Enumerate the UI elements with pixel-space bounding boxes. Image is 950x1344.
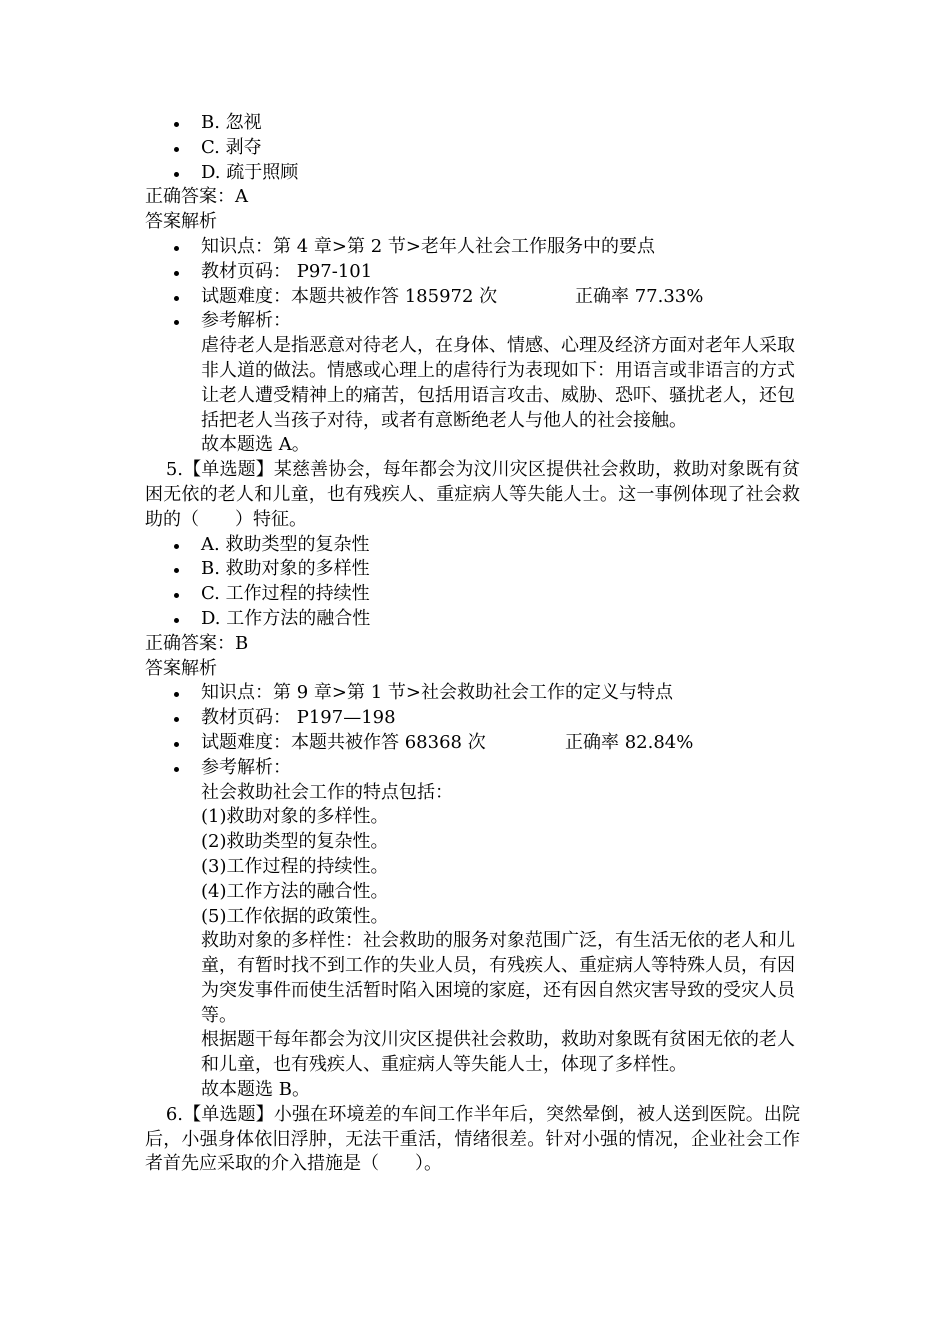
correct-answer: 正确答案：A bbox=[145, 186, 248, 208]
accuracy-rate: 正确率 77.33% bbox=[575, 285, 704, 307]
difficulty-text: 试题难度：本题共被作答 68368 次 bbox=[201, 731, 486, 753]
accuracy-rate: 正确率 82.84% bbox=[565, 731, 694, 753]
option-item: A. 救助类型的复杂性 bbox=[145, 533, 805, 558]
reference-detail: 根据题干每年都会为汶川灾区提供社会救助，救助对象既有贫困无依的老人和儿童，也有残疾人、重症病人等失能人士，体现了多样性。 bbox=[201, 1029, 795, 1076]
reference-text: 虐待老人是指恶意对待老人，在身体、情感、心理及经济方面对老年人采取非人道的做法。情感或心理上的虐待行为表现如下：用语言或非语言的方式让老人遭受精神上的痛苦，包括用语言攻击、威胁、恐吓、骚扰老人，还包括把老人当孩子对待，或者有意断绝老人与他人的社会接触。 bbox=[201, 335, 795, 431]
reference-detail: 救助对象的多样性：社会救助的服务对象范围广泛，有生活无依的老人和儿童，有暂时找不到工作的失业人员，有残疾人、重症病人等特殊人员，有因为突发事件而使生活暂时陷入困境的家庭，还有因自然灾害导致的受灾人员等。 bbox=[201, 930, 795, 1026]
option-item: D. 疏于照顾 bbox=[145, 161, 805, 186]
question-stem bbox=[145, 458, 800, 532]
knowledge-point: 知识点：第 4 章>第 2 节>老年人社会工作服务中的要点 bbox=[145, 235, 805, 260]
question-text: 【单选题】某慈善协会，每年都会为汶川灾区提供社会救助，救助对象既有贫困无依的老人和儿童，也有残疾人、重症病人等失能人士。这一事例体现了社会救助的（ ）特征。 bbox=[145, 459, 800, 530]
option-item: C. 工作过程的持续性 bbox=[145, 582, 805, 607]
reference-label: 参考解析： bbox=[145, 756, 805, 781]
question-stem bbox=[145, 1103, 800, 1177]
difficulty-row bbox=[145, 731, 805, 756]
textbook-pages: 教材页码： P197—198 bbox=[145, 706, 805, 731]
question-text: 【单选题】小强在环境差的车间工作半年后，突然晕倒，被人送到医院。出院后，小强身体依旧浮肿，无法干重活，情绪很差。针对小强的情况，企业社会工作者首先应采取的介入措施是（ ）。 bbox=[145, 1103, 800, 1175]
feature-point: (1)救助对象的多样性。 bbox=[201, 806, 389, 828]
feature-point: (2)救助类型的复杂性。 bbox=[201, 831, 389, 853]
option-item: B. 救助对象的多样性 bbox=[145, 557, 805, 582]
textbook-pages: 教材页码： P97-101 bbox=[145, 260, 805, 285]
option-item: C. 剥夺 bbox=[145, 136, 805, 161]
document-page bbox=[145, 111, 805, 1177]
option-item: B. 忽视 bbox=[145, 111, 805, 136]
question-number: 6. bbox=[165, 1103, 183, 1125]
difficulty-text: 试题难度：本题共被作答 185972 次 bbox=[201, 285, 498, 307]
knowledge-point: 知识点：第 9 章>第 1 节>社会救助社会工作的定义与特点 bbox=[145, 681, 805, 706]
difficulty-row bbox=[145, 285, 805, 310]
option-item: D. 工作方法的融合性 bbox=[145, 607, 805, 632]
conclusion: 故本题选 A。 bbox=[201, 434, 310, 456]
feature-point: (3)工作过程的持续性。 bbox=[201, 855, 389, 877]
question-number: 5. bbox=[165, 459, 183, 481]
conclusion: 故本题选 B。 bbox=[201, 1079, 310, 1101]
analysis-heading: 答案解析 bbox=[145, 657, 217, 679]
correct-answer: 正确答案：B bbox=[145, 632, 249, 654]
feature-point: (5)工作依据的政策性。 bbox=[201, 905, 389, 927]
analysis-heading: 答案解析 bbox=[145, 211, 217, 233]
reference-label: 参考解析： bbox=[145, 309, 805, 334]
reference-intro: 社会救助社会工作的特点包括： bbox=[201, 781, 453, 803]
feature-point: (4)工作方法的融合性。 bbox=[201, 880, 389, 902]
